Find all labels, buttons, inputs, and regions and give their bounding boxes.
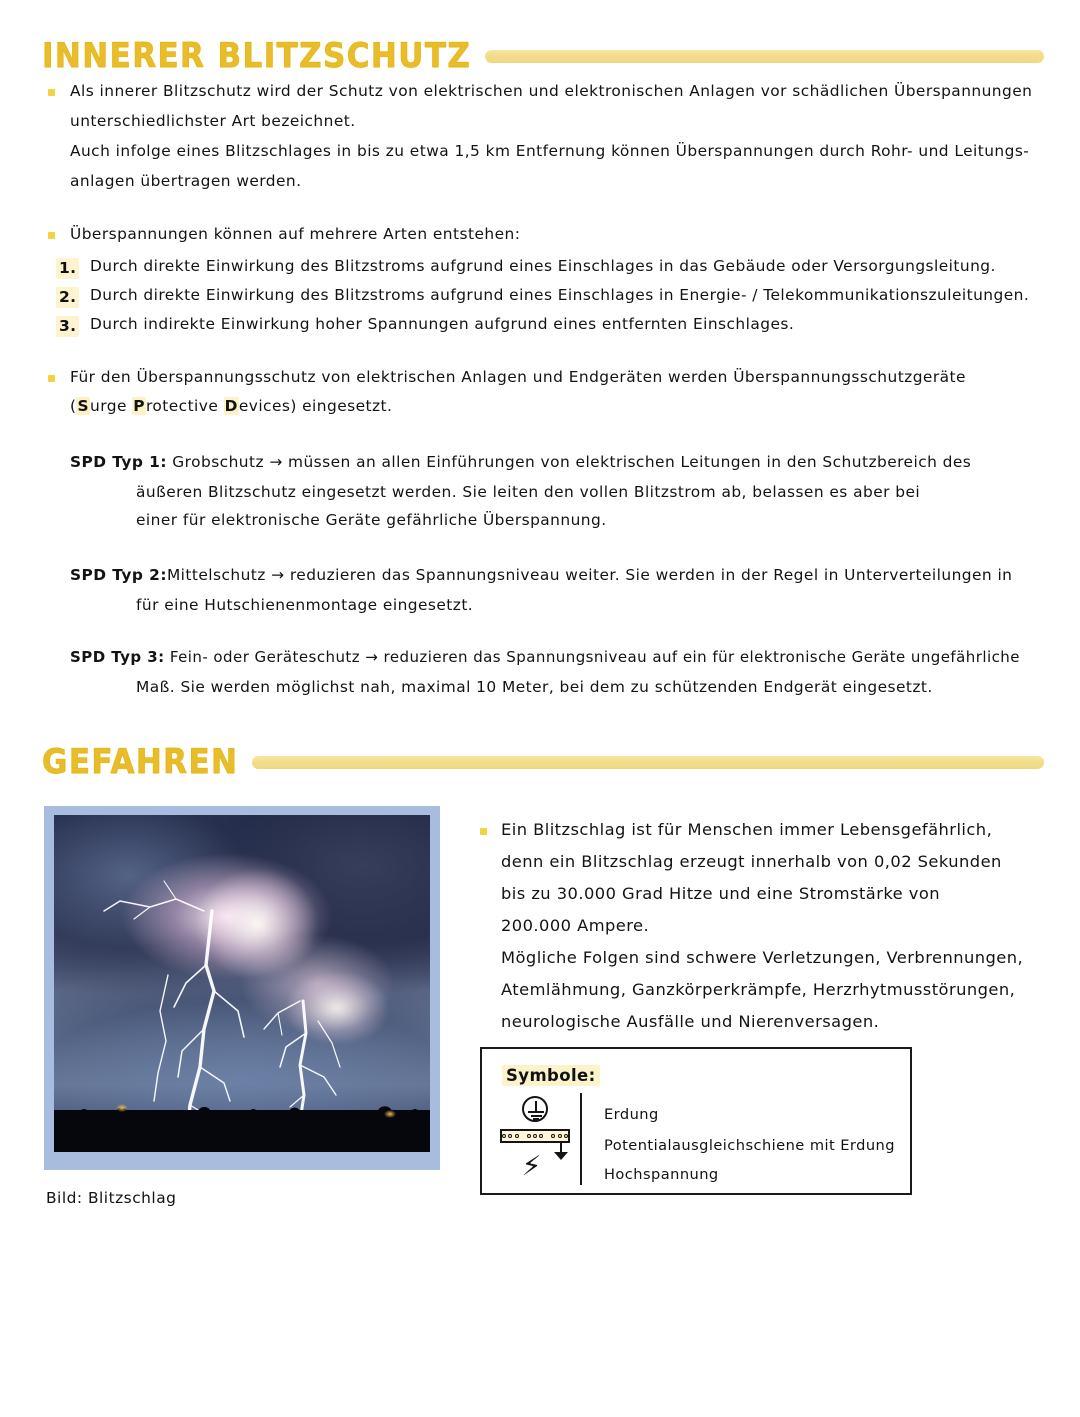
spd-type-3-lead: Fein- oder Geräteschutz → reduzieren das Spannungsniveau auf ein für elektronische Geräte ungefährliche bbox=[169, 648, 1020, 666]
dangers-line-5: Mögliche Folgen sind schwere Verletzungen, Verbrennungen, bbox=[501, 948, 1024, 967]
spd-type-2-lead: Mittelschutz → reduzieren das Spannungsniveau weiter. Sie werden in der Regel in Unterverteilungen in bbox=[166, 566, 1013, 584]
symbol-label-erdung: Erdung bbox=[604, 1106, 659, 1123]
symbol-label-potentialausgleichschiene: Potentialausgleichschiene mit Erdung bbox=[604, 1137, 895, 1154]
list-number-1: 1. bbox=[56, 258, 79, 279]
bullet-marker bbox=[480, 828, 487, 835]
spd-type-1-line2: äußeren Blitzschutz eingesetzt werden. Sie leiten den vollen Blitzstrom ab, belassen es aber bei bbox=[136, 483, 921, 501]
dangers-line-4: 200.000 Ampere. bbox=[501, 916, 650, 935]
section-heading-gefahren bbox=[42, 740, 1044, 784]
distant-light-right bbox=[384, 1110, 396, 1118]
para1-line4: anlagen übertragen werden. bbox=[70, 172, 302, 190]
para3-line2 bbox=[70, 399, 392, 414]
acronym-rest-2: rotective bbox=[145, 397, 224, 415]
bullet-marker bbox=[48, 89, 55, 96]
heading-text-innerer-blitzschutz: INNERER BLITZSCHUTZ bbox=[42, 36, 472, 76]
lightning-photo bbox=[54, 815, 430, 1152]
para1-line3: Auch infolge eines Blitzschlages in bis zu etwa 1,5 km Entfernung können Überspannungen durch Rohr- und Leitungs- bbox=[70, 142, 1030, 160]
section-heading-innerer-blitzschutz bbox=[42, 34, 1044, 78]
para2-intro: Überspannungen können auf mehrere Arten entstehen: bbox=[70, 225, 521, 243]
lightning-photo-frame bbox=[44, 806, 440, 1170]
dangers-line-2: denn ein Blitzschlag erzeugt innerhalb von 0,02 Sekunden bbox=[501, 852, 1002, 871]
symbol-label-hochspannung: Hochspannung bbox=[604, 1166, 719, 1183]
paren-open: ( bbox=[70, 397, 77, 415]
image-caption: Bild: Blitzschlag bbox=[46, 1189, 177, 1207]
list-item-1-text: Durch direkte Einwirkung des Blitzstroms aufgrund eines Einschlages in das Gebäude oder Versorgungsleitung. bbox=[90, 257, 996, 275]
spd-type-2-label: SPD Typ 2: bbox=[70, 566, 167, 584]
list-item-3-text: Durch indirekte Einwirkung hoher Spannungen aufgrund eines entfernten Einschlages. bbox=[90, 315, 795, 333]
list-number-2: 2. bbox=[56, 287, 79, 308]
heading-text-gefahren: GEFAHREN bbox=[42, 742, 239, 782]
para3-line1: Für den Überspannungsschutz von elektrischen Anlagen und Endgeräten werden Überspannungsschutzgeräte bbox=[70, 368, 966, 386]
distant-light-left bbox=[116, 1104, 128, 1112]
spd-type-2-heading-line bbox=[70, 568, 1012, 583]
horizon-tree-line bbox=[54, 1110, 430, 1152]
para1-line1: Als innerer Blitzschutz wird der Schutz von elektrischen und elektronischen Anlagen vor schädlichen Überspannungen bbox=[70, 82, 1033, 100]
acronym-letter-d: D bbox=[224, 397, 238, 415]
spd-type-1-heading-line bbox=[70, 455, 971, 470]
acronym-rest-1: urge bbox=[90, 397, 133, 415]
spd-type-1-line3: einer für elektronische Geräte gefährliche Überspannung. bbox=[136, 511, 607, 529]
para1-line2: unterschiedlichster Art bezeichnet. bbox=[70, 112, 356, 130]
equipotential-busbar-icon bbox=[500, 1129, 570, 1143]
dangers-line-3: bis zu 30.000 Grad Hitze und eine Stromstärke von bbox=[501, 884, 941, 903]
bullet-marker bbox=[48, 375, 55, 382]
spd-type-2-line2: für eine Hutschienenmontage eingesetzt. bbox=[136, 596, 474, 614]
spd-type-3-heading-line bbox=[70, 650, 1020, 665]
symbols-divider bbox=[580, 1093, 582, 1185]
dangers-line-6: Atemlähmung, Ganzkörperkrämpfe, Herzrhytmusstörungen, bbox=[501, 980, 1016, 999]
spd-type-3-line2: Maß. Sie werden möglichst nah, maximal 10 Meter, bei dem zu schützenden Endgerät eingesetzt. bbox=[136, 678, 933, 696]
list-item-2-text: Durch direkte Einwirkung des Blitzstroms aufgrund eines Einschlages in Energie- / Telekommunikationszuleitungen. bbox=[90, 286, 1030, 304]
spd-type-3-label: SPD Typ 3: bbox=[70, 648, 165, 666]
dangers-line-1: Ein Blitzschlag ist für Menschen immer Lebensgefährlich, bbox=[501, 820, 993, 839]
dangers-line-7: neurologische Ausfälle und Nierenversagen. bbox=[501, 1012, 880, 1031]
heading-rule bbox=[252, 756, 1044, 769]
heading-rule bbox=[485, 50, 1044, 63]
spd-type-1-label: SPD Typ 1: bbox=[70, 453, 167, 471]
acronym-letter-s: S bbox=[77, 397, 90, 415]
earth-ground-icon bbox=[522, 1096, 548, 1122]
bullet-marker bbox=[48, 232, 55, 239]
list-number-3: 3. bbox=[56, 316, 79, 337]
symbols-legend-box bbox=[480, 1047, 912, 1195]
spd-type-1-lead: Grobschutz → müssen an allen Einführungen von elektrischen Leitungen in den Schutzbereich des bbox=[172, 453, 972, 471]
acronym-suffix: evices) eingesetzt. bbox=[238, 397, 393, 415]
symbols-box-title: Symbole: bbox=[502, 1065, 600, 1086]
acronym-letter-p: P bbox=[133, 397, 145, 415]
high-voltage-bolt-icon: ⚡ bbox=[521, 1151, 542, 1182]
